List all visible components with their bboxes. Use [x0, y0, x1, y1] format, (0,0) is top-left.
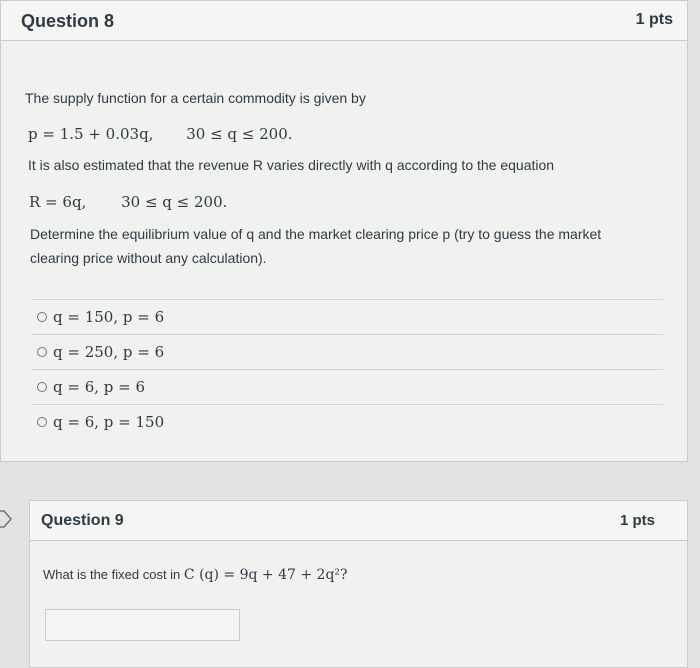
radio-button[interactable]: [37, 347, 47, 357]
prompt-line-2: clearing price without any calculation).: [30, 250, 267, 266]
supply-range: 30 ≤ q ≤ 200.: [186, 125, 293, 143]
revenue-text: It is also estimated that the revenue R varies directly with q according to the equation: [28, 157, 555, 173]
answer-option[interactable]: [31, 299, 663, 334]
answer-option[interactable]: [31, 369, 663, 404]
question-title: Question 9: [41, 512, 124, 529]
prompt-line-1: Determine the equilibrium value of q and the market clearing price p (try to guess the market: [30, 226, 602, 242]
question-text: [43, 567, 348, 583]
radio-button[interactable]: [37, 312, 47, 322]
question-marker-icon: [0, 509, 14, 529]
revenue-formula: R = 6q,: [29, 193, 87, 211]
answer-list: [31, 299, 663, 439]
question-header: [1, 1, 687, 41]
question-intro: The supply function for a certain commodity is given by: [25, 90, 366, 106]
supply-formula: p = 1.5 + 0.03q,: [28, 125, 154, 143]
revenue-range: 30 ≤ q ≤ 200.: [121, 193, 228, 211]
question-points: 1 pts: [635, 11, 673, 28]
question-title: Question 8: [21, 11, 115, 31]
answer-label: q = 6, p = 150: [53, 413, 165, 431]
answer-label: q = 6, p = 6: [53, 378, 146, 396]
question-text-label: What is the fixed cost in: [43, 567, 181, 582]
answer-label: q = 250, p = 6: [53, 343, 165, 361]
answer-option[interactable]: [31, 404, 663, 439]
answer-option[interactable]: [31, 334, 663, 369]
question-9-card: [29, 500, 688, 668]
answer-label: q = 150, p = 6: [53, 308, 165, 326]
radio-button[interactable]: [37, 382, 47, 392]
radio-button[interactable]: [37, 417, 47, 427]
revenue-equation: [29, 193, 227, 211]
answer-input[interactable]: [45, 609, 240, 641]
question-points: 1 pts: [619, 512, 655, 529]
supply-equation: [28, 125, 293, 143]
question-header: [30, 501, 687, 541]
cost-formula: C (q) = 9q + 47 + 2q²?: [183, 567, 348, 583]
